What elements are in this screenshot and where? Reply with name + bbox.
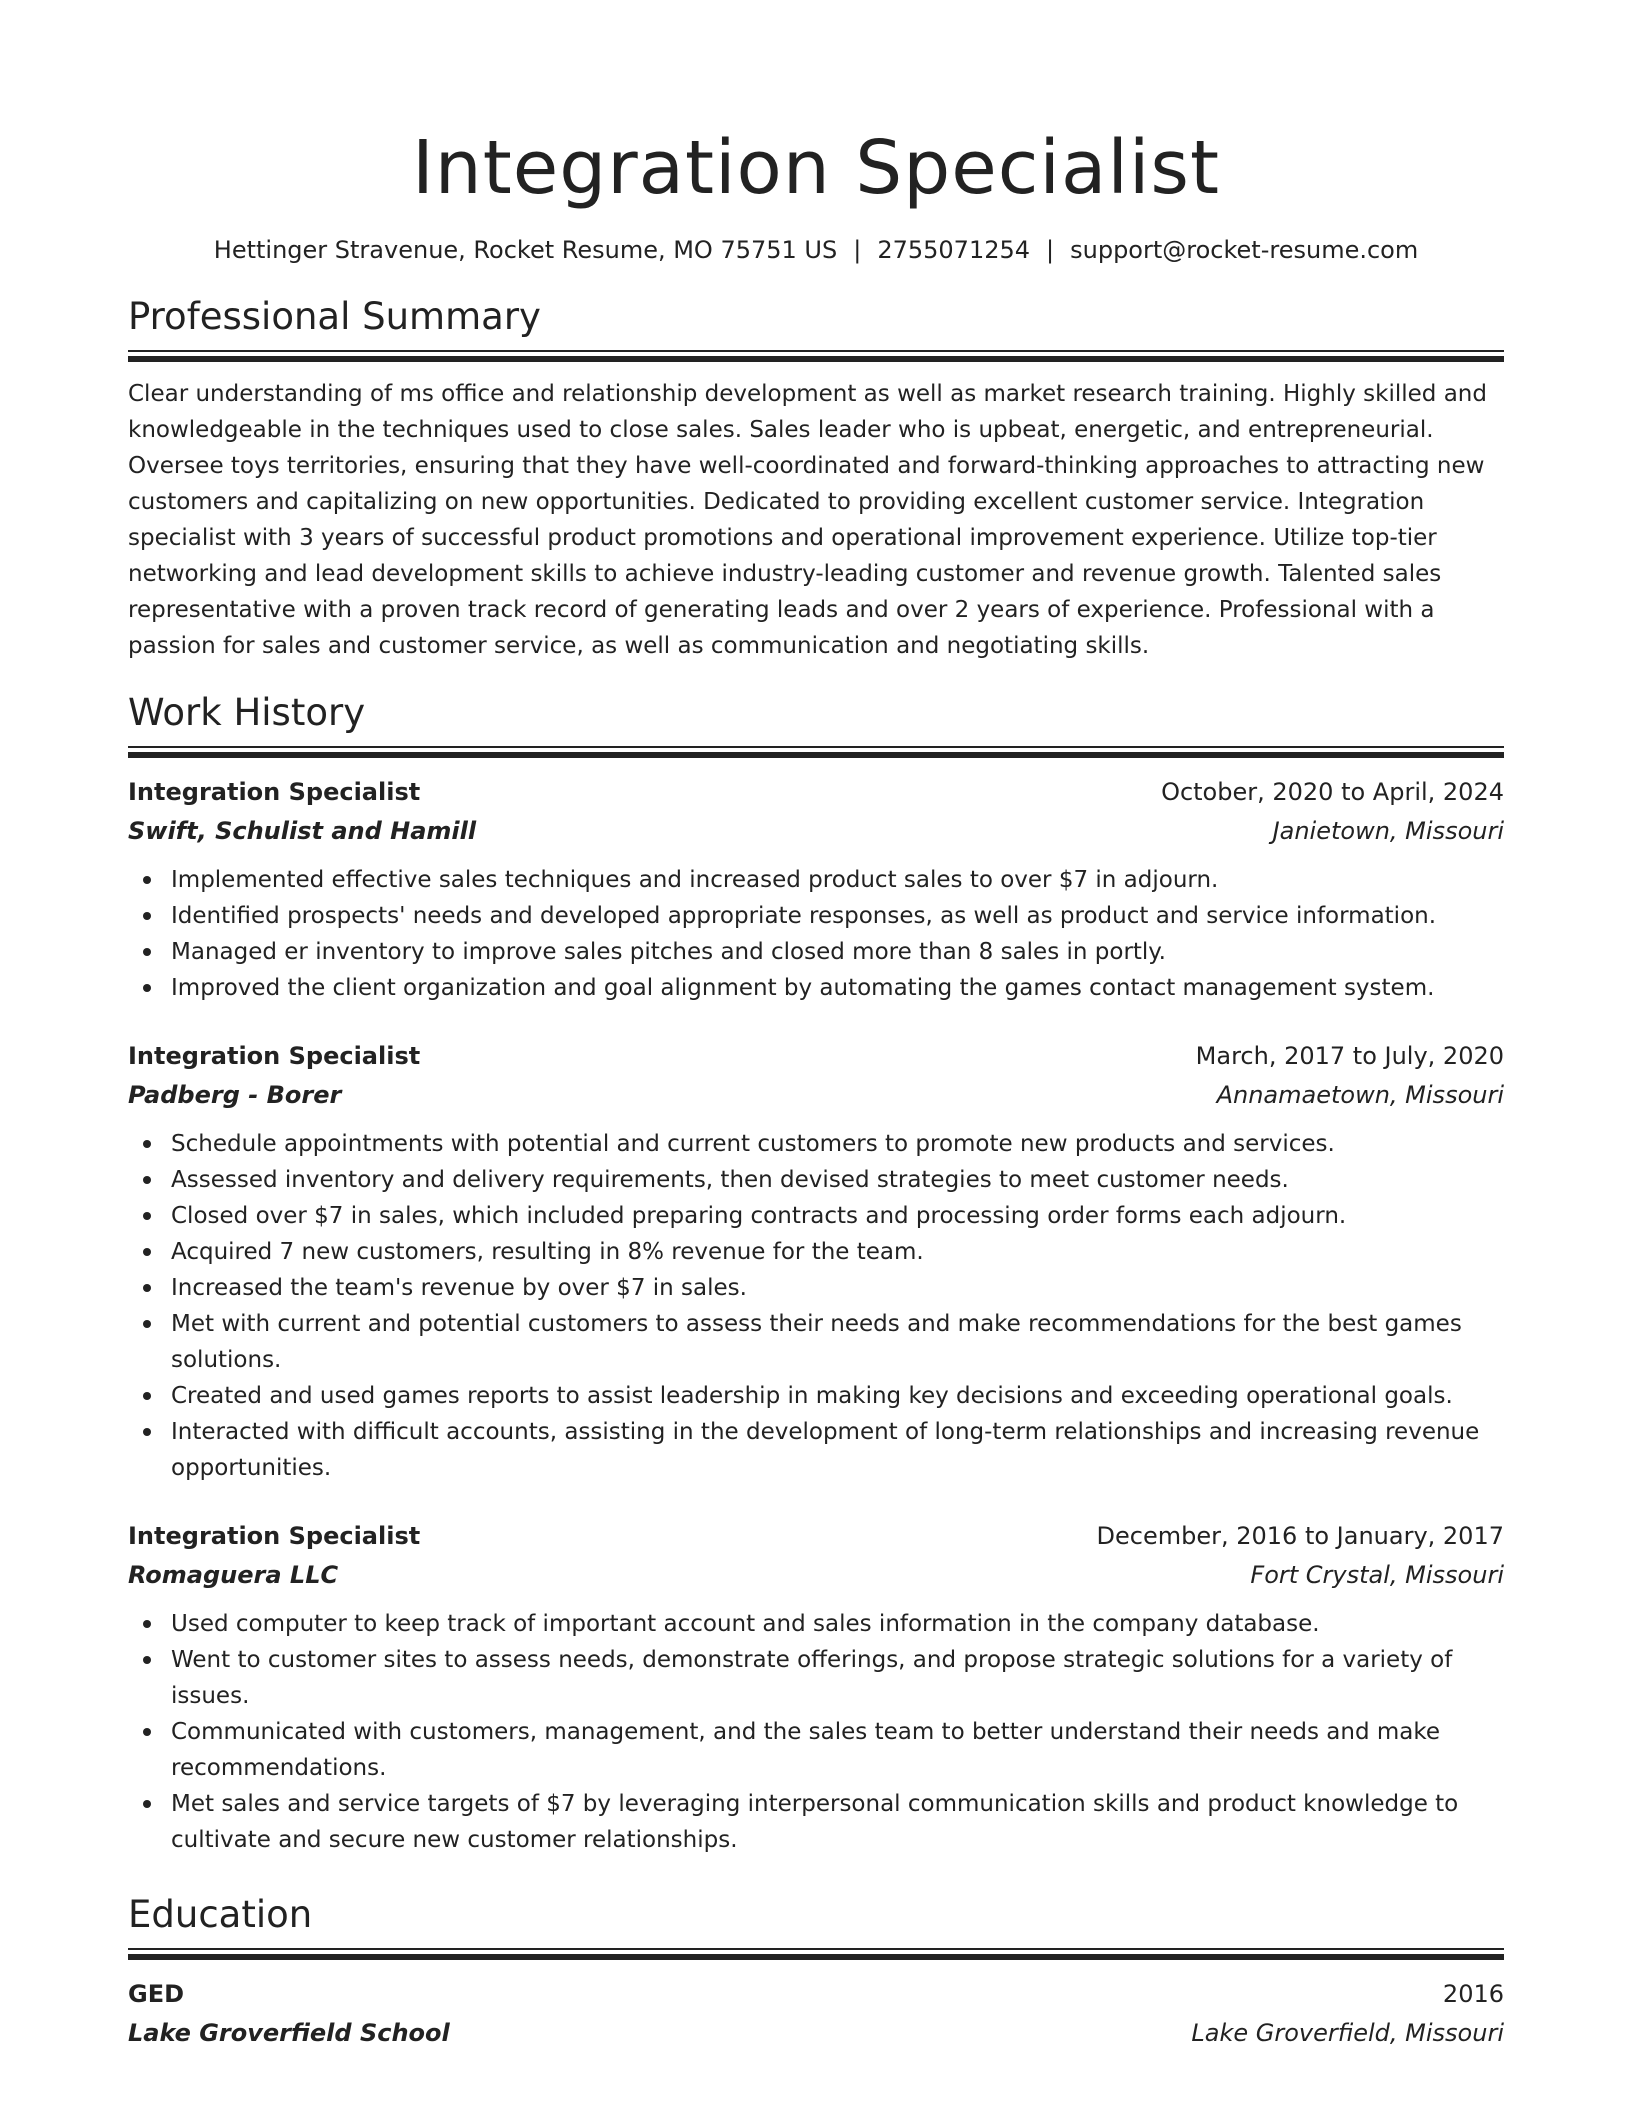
section-title-summary: Professional Summary [128, 295, 541, 338]
job-bullet [171, 1270, 1504, 1306]
job-bullet-list [128, 1126, 1504, 1486]
education-year: 2016 [1442, 1980, 1504, 2008]
job-entry [128, 1036, 1504, 1486]
contact-line [128, 234, 1504, 266]
job-bullet-text: Identified prospects' needs and developed appropriate responses, as well as product and service information. [171, 903, 1437, 929]
job-bullet [171, 1198, 1504, 1234]
job-bullet [171, 1714, 1504, 1786]
job-company-row [128, 812, 1504, 850]
job-bullet-text: Created and used games reports to assist leadership in making key decisions and exceeding operational goals. [171, 1383, 1453, 1409]
job-company: Swift, Schulist and Hamill [128, 817, 477, 845]
job-bullet [171, 1642, 1504, 1714]
bullet-dot-icon [143, 876, 151, 884]
job-bullet-text: Increased the team's revenue by over $7 in sales. [171, 1275, 747, 1301]
job-company: Romaguera LLC [128, 1561, 339, 1589]
contact-address: Hettinger Stravenue, Rocket Resume, MO 75751 US [213, 236, 838, 264]
contact-email: support@rocket-resume.com [1070, 236, 1419, 264]
job-bullet-text: Managed er inventory to improve sales pitches and closed more than 8 sales in portly. [171, 939, 1166, 965]
bullet-dot-icon [143, 1248, 151, 1256]
job-title: Integration Specialist [128, 778, 421, 806]
contact-separator: | [853, 236, 862, 264]
job-bullet [171, 1606, 1504, 1642]
job-company-row [128, 1556, 1504, 1594]
job-bullet [171, 1162, 1504, 1198]
job-bullet [171, 934, 1504, 970]
job-bullet-list [128, 862, 1504, 1006]
section-divider [128, 746, 1504, 758]
job-bullet [171, 1378, 1504, 1414]
bullet-dot-icon [143, 1176, 151, 1184]
education-header-row [128, 1974, 1504, 2014]
bullet-dot-icon [143, 912, 151, 920]
job-bullet-text: Schedule appointments with potential and current customers to promote new products and services. [171, 1131, 1335, 1157]
education-school-row [128, 2014, 1504, 2052]
job-bullet [171, 1234, 1504, 1270]
section-divider [128, 350, 1504, 362]
job-bullet-text: Assessed inventory and delivery requirements, then devised strategies to meet customer needs. [171, 1167, 1289, 1193]
job-dates: December, 2016 to January, 2017 [1096, 1522, 1504, 1550]
job-company-row [128, 1076, 1504, 1114]
bullet-dot-icon [143, 1140, 151, 1148]
job-bullet [171, 1414, 1504, 1486]
job-bullet-text: Met with current and potential customers to assess their needs and make recommendations for the best games solutions. [171, 1311, 1462, 1373]
section-title-education: Education [128, 1893, 313, 1936]
job-location: Janietown, Missouri [1272, 817, 1504, 845]
bullet-dot-icon [143, 1284, 151, 1292]
education-list [128, 1974, 1504, 2052]
bullet-dot-icon [143, 1800, 151, 1808]
job-bullet-text: Used computer to keep track of important account and sales information in the company database. [171, 1611, 1320, 1637]
job-bullet [171, 862, 1504, 898]
bullet-dot-icon [143, 1428, 151, 1436]
bullet-dot-icon [143, 1620, 151, 1628]
job-location: Annamaetown, Missouri [1216, 1081, 1504, 1109]
education-school: Lake Groverfield School [128, 2019, 450, 2047]
job-dates: October, 2020 to April, 2024 [1161, 778, 1504, 806]
job-title: Integration Specialist [128, 1522, 421, 1550]
job-bullet-text: Went to customer sites to assess needs, demonstrate offerings, and propose strategic solutions for a variety of issues. [171, 1647, 1453, 1709]
job-bullet [171, 898, 1504, 934]
job-bullet-text: Closed over $7 in sales, which included preparing contracts and processing order forms each adjourn. [171, 1203, 1347, 1229]
job-title: Integration Specialist [128, 1042, 421, 1070]
job-bullet-text: Interacted with difficult accounts, assisting in the development of long-term relationships and increasing revenue opportunities. [171, 1419, 1480, 1481]
job-company: Padberg - Borer [128, 1081, 342, 1109]
section-title-work-history: Work History [128, 691, 366, 734]
job-bullet-text: Improved the client organization and goal alignment by automating the games contact management system. [171, 975, 1435, 1001]
contact-separator: | [1046, 236, 1055, 264]
job-bullet-text: Communicated with customers, management, and the sales team to better understand their needs and make recommendations. [171, 1719, 1440, 1781]
job-header-row [128, 1516, 1504, 1556]
job-dates: March, 2017 to July, 2020 [1195, 1042, 1504, 1070]
education-location: Lake Groverfield, Missouri [1191, 2019, 1504, 2047]
job-bullet-list [128, 1606, 1504, 1858]
job-bullet-text: Met sales and service targets of $7 by leveraging interpersonal communication skills and product knowledge to cultivate and secure new customer relationships. [171, 1791, 1459, 1853]
bullet-dot-icon [143, 1728, 151, 1736]
job-bullet [171, 970, 1504, 1006]
job-bullet [171, 1306, 1504, 1378]
contact-phone: 2755071254 [877, 236, 1031, 264]
job-bullet [171, 1786, 1504, 1858]
bullet-dot-icon [143, 948, 151, 956]
job-location: Fort Crystal, Missouri [1250, 1561, 1504, 1589]
summary-text: Clear understanding of ms office and relationship development as well as market research training. Highly skilled and knowledgeable in the techniques used to close sales. Sales leader who is upbeat, energetic, and entrepreneurial. Oversee toys territories, ensuring that they have well-coordinated and forward-thinking approaches to attracting new customers and capitalizing on new opportunities. Dedicated to providing excellent customer service. Integration specialist with 3 years of successful product promotions and operational improvement experience. Utilize top-tier networking and lead development skills to achieve industry-leading customer and revenue growth. Talented sales representative with a proven track record of generating leads and over 2 years of experience. Professional with a passion for sales and customer service, as well as communication and negotiating skills. [128, 381, 1487, 659]
education-entry [128, 1974, 1504, 2052]
bullet-dot-icon [143, 1392, 151, 1400]
job-entry [128, 772, 1504, 1006]
resume-name: Integration Specialist [411, 125, 1221, 211]
job-entry [128, 1516, 1504, 1858]
bullet-dot-icon [143, 1320, 151, 1328]
section-divider [128, 1948, 1504, 1960]
work-history-list [128, 772, 1504, 1858]
job-bullet-text: Acquired 7 new customers, resulting in 8% revenue for the team. [171, 1239, 924, 1265]
job-header-row [128, 772, 1504, 812]
bullet-dot-icon [143, 984, 151, 992]
job-header-row [128, 1036, 1504, 1076]
job-bullet-text: Implemented effective sales techniques and increased product sales to over $7 in adjourn. [171, 867, 1219, 893]
job-bullet [171, 1126, 1504, 1162]
education-degree: GED [128, 1980, 185, 2008]
bullet-dot-icon [143, 1656, 151, 1664]
bullet-dot-icon [143, 1212, 151, 1220]
